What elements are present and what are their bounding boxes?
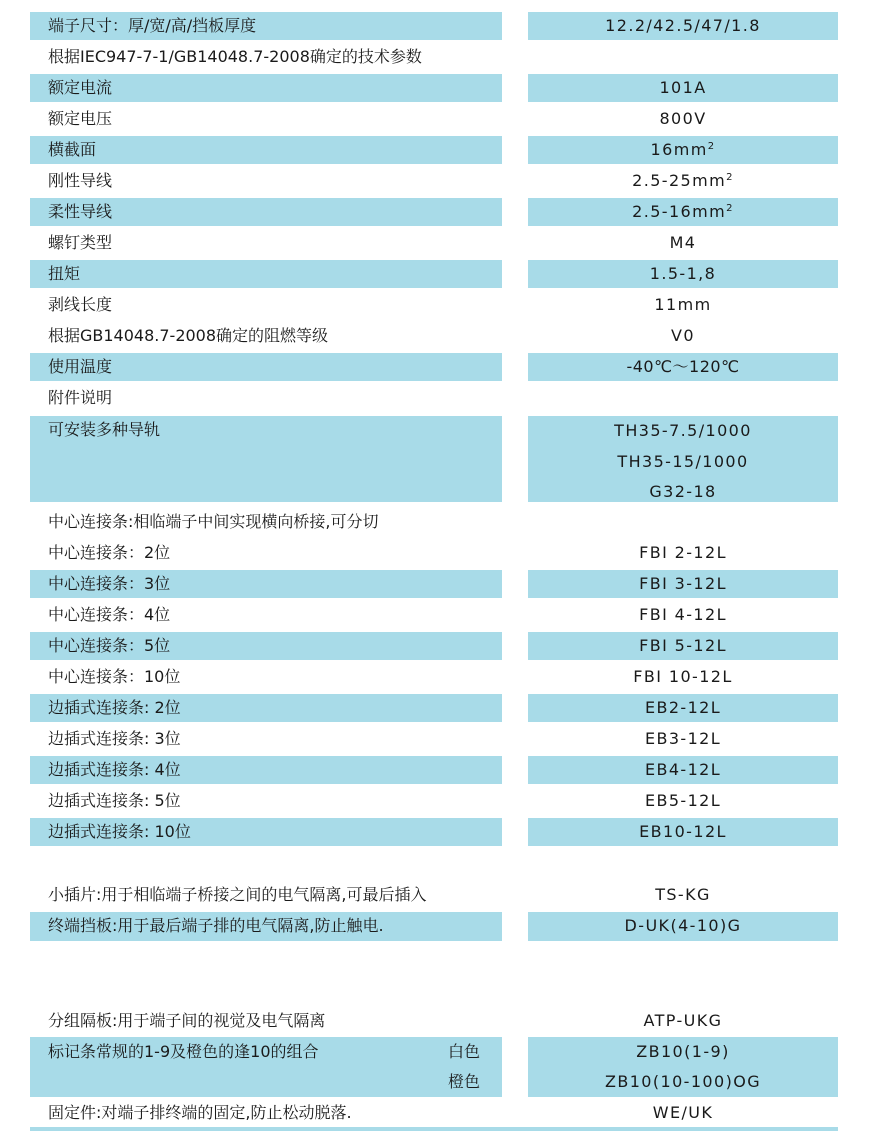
spec-row-rated-voltage (30, 105, 838, 133)
rail-value: TH35-7.5/1000 (614, 421, 752, 440)
superscript: 2 (707, 141, 716, 152)
spec-value: 11mm (654, 295, 712, 314)
marker-white-label: 白色 (448, 1042, 481, 1061)
spec-label: 刚性导线 (48, 171, 113, 190)
spec-value: $16mm^2$ (650, 140, 716, 159)
accessory-label: 小插片:用于相临端子桥接之间的电气隔离,可最后插入 (48, 885, 427, 904)
bridge-label: 边插式连接条: 3位 (48, 729, 181, 748)
spec-label: 根据IEC947-7-1/GB14048.7-2008确定的技术参数 (48, 47, 422, 66)
spec-row-flexible-wire (30, 198, 838, 226)
bridge-row-fbi-4 (30, 601, 838, 629)
spec-row-screw-type (30, 229, 838, 257)
bridge-value: FBI 2-12L (639, 543, 727, 562)
bridge-label: 中心连接条:相临端子中间实现横向桥接,可分切 (48, 512, 379, 531)
bridge-row-eb-10 (30, 818, 838, 846)
bridge-label: 中心连接条：5位 (48, 636, 171, 655)
bridge-row-header (30, 508, 838, 536)
spec-label: 额定电流 (48, 78, 113, 97)
bridge-value: EB10-12L (639, 822, 727, 841)
marker-orange-value: ZB10(10-100)OG (604, 1072, 762, 1091)
spec-label: 剥线长度 (48, 295, 113, 314)
spec-value: 1.5-1,8 (649, 264, 717, 283)
accessory-label: 终端挡板:用于最后端子排的电气隔离,防止触电. (48, 916, 384, 935)
bridge-label: 中心连接条：2位 (48, 543, 171, 562)
spec-label: 横截面 (48, 140, 97, 159)
rail-value: TH35-15/1000 (617, 452, 749, 471)
accessory-value: D-UK(4-10)G (624, 916, 742, 935)
bridge-row-eb-2 (30, 694, 838, 722)
bridge-label: 边插式连接条: 2位 (48, 698, 181, 717)
spec-value: $2.5-25mm^2$ (632, 171, 734, 190)
accessory-row-end-plate (30, 912, 838, 941)
spec-label: 使用温度 (48, 357, 113, 376)
bridge-row-fbi-2 (30, 539, 838, 567)
bridge-value: EB2-12L (644, 698, 722, 717)
bridge-label: 边插式连接条: 5位 (48, 791, 181, 810)
spec-value: V0 (671, 326, 695, 345)
spec-row-flame-class (30, 322, 838, 350)
spec-row-accessories-header (30, 384, 838, 412)
bridge-row-fbi-5 (30, 632, 838, 660)
spec-row-terminal-dimensions (30, 12, 838, 40)
group-row-atp (30, 1007, 838, 1035)
bridge-value: FBI 4-12L (639, 605, 727, 624)
spec-label: 端子尺寸：厚/宽/高/挡板厚度 (48, 16, 257, 35)
spec-row-iec-header (30, 43, 838, 71)
bridge-value: FBI 10-12L (633, 667, 733, 686)
bridge-row-fbi-3 (30, 570, 838, 598)
spec-label: 附件说明 (48, 388, 113, 407)
bridge-value: FBI 5-12L (639, 636, 727, 655)
spec-label: 额定电压 (48, 109, 113, 128)
spec-value: 800V (659, 109, 707, 128)
rail-label: 可安装多种导轨 (48, 420, 161, 439)
bridge-value: EB4-12L (644, 760, 722, 779)
spec-row-operating-temp (30, 353, 838, 381)
spec-row-cross-section (30, 136, 838, 164)
superscript: 2 (726, 203, 734, 214)
bridge-label: 中心连接条：3位 (48, 574, 171, 593)
spec-value: -40℃～120℃ (626, 357, 740, 376)
bottom-divider (30, 1127, 838, 1131)
spec-row-rigid-wire (30, 167, 838, 195)
bridge-row-eb-3 (30, 725, 838, 753)
marker-block (30, 1037, 838, 1097)
spec-value: 101A (659, 78, 707, 97)
bridge-value: FBI 3-12L (639, 574, 727, 593)
bridge-label: 中心连接条：4位 (48, 605, 171, 624)
spec-row-strip-length (30, 291, 838, 319)
marker-white-value: ZB10(1-9) (636, 1042, 730, 1061)
marker-label: 标记条常规的1-9及橙色的逢10的组合 (48, 1042, 319, 1061)
spec-label: 根据GB14048.7-2008确定的阻燃等级 (48, 326, 329, 345)
rail-value: G32-18 (649, 482, 717, 501)
bridge-row-eb-4 (30, 756, 838, 784)
bridge-value: EB5-12L (644, 791, 722, 810)
spec-row-torque (30, 260, 838, 288)
accessory-value: TS-KG (655, 885, 711, 904)
bridge-label: 边插式连接条: 4位 (48, 760, 181, 779)
spec-value: 12.2/42.5/47/1.8 (605, 16, 761, 35)
group-value: ATP-UKG (643, 1011, 723, 1030)
fixing-row (30, 1099, 838, 1127)
rail-block (30, 416, 838, 502)
spec-value: $2.5-16mm^2$ (632, 202, 734, 221)
fixing-value: WE/UK (652, 1103, 714, 1122)
bridge-row-eb-5 (30, 787, 838, 815)
superscript: 2 (726, 172, 734, 183)
bridge-label: 边插式连接条: 10位 (48, 822, 191, 841)
bridge-row-fbi-10 (30, 663, 838, 691)
spec-label: 柔性导线 (48, 202, 113, 221)
bridge-value: EB3-12L (644, 729, 722, 748)
spec-row-rated-current (30, 74, 838, 102)
accessory-row-ts-kg (30, 881, 838, 909)
group-label: 分组隔板:用于端子间的视觉及电气隔离 (48, 1011, 326, 1030)
fixing-label: 固定件:对端子排终端的固定,防止松动脱落. (48, 1103, 352, 1122)
spec-label: 扭矩 (48, 264, 81, 283)
spec-value: M4 (669, 233, 697, 252)
spec-label: 螺钉类型 (48, 233, 113, 252)
marker-orange-label: 橙色 (448, 1072, 481, 1091)
bridge-label: 中心连接条：10位 (48, 667, 181, 686)
